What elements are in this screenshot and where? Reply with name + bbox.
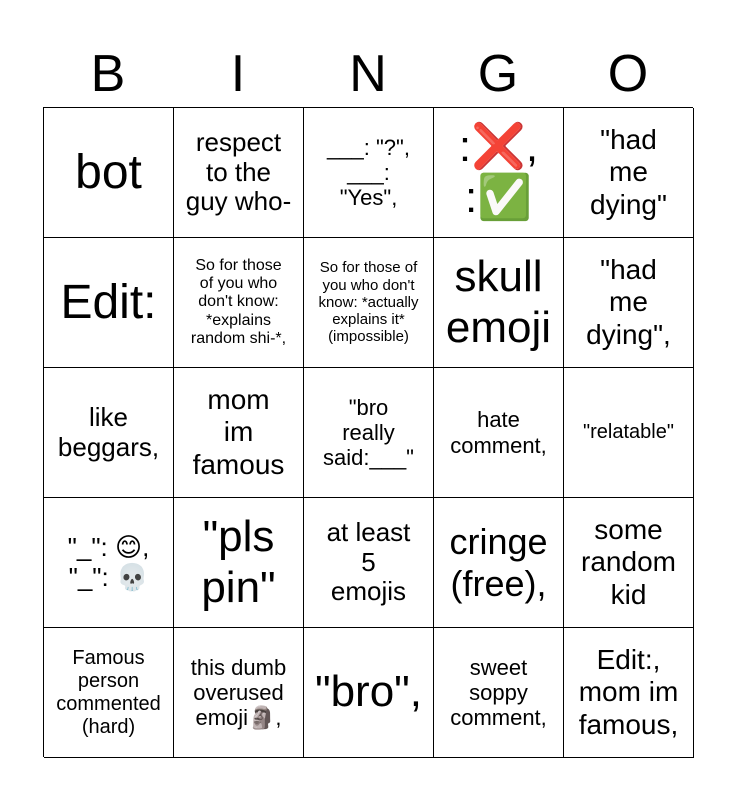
bingo-cell[interactable]: skull emoji: [434, 238, 564, 368]
bingo-cell[interactable]: this dumb overused emoji🗿,: [174, 628, 304, 758]
bingo-cell[interactable]: Edit:, mom im famous,: [564, 628, 694, 758]
bingo-cell[interactable]: ___: "?", ___: "Yes",: [304, 108, 434, 238]
header-letter-g: G: [477, 45, 519, 103]
bingo-cell[interactable]: So for those of you who don't know: *explains random shi-*,: [174, 238, 304, 368]
bingo-cell[interactable]: "had me dying": [564, 108, 694, 238]
header-letter-b: B: [90, 45, 126, 103]
bingo-cell[interactable]: "_": 😊, "_": 💀: [44, 498, 174, 628]
bingo-cell[interactable]: Famous person commented (hard): [44, 628, 174, 758]
bingo-cell[interactable]: "bro",: [304, 628, 434, 758]
bingo-cell[interactable]: mom im famous: [174, 368, 304, 498]
bingo-cell[interactable]: respect to the guy who-: [174, 108, 304, 238]
bingo-cell[interactable]: cringe (free),: [434, 498, 564, 628]
bingo-grid: [43, 107, 693, 757]
bingo-cell[interactable]: Edit:: [44, 238, 174, 368]
bingo-cell[interactable]: :❌, :✅: [434, 108, 564, 238]
bingo-cell[interactable]: some random kid: [564, 498, 694, 628]
bingo-cell[interactable]: So for those of you who don't know: *actually explains it* (impossible): [304, 238, 434, 368]
bingo-cell[interactable]: like beggars,: [44, 368, 174, 498]
bingo-cell[interactable]: at least 5 emojis: [304, 498, 434, 628]
bingo-header: [43, 40, 693, 108]
bingo-cell[interactable]: sweet soppy comment,: [434, 628, 564, 758]
header-letter-o: O: [607, 45, 649, 103]
bingo-cell[interactable]: "had me dying",: [564, 238, 694, 368]
bingo-cell[interactable]: "relatable": [564, 368, 694, 498]
bingo-cell[interactable]: bot: [44, 108, 174, 238]
bingo-cell[interactable]: "pls pin": [174, 498, 304, 628]
header-letter-n: N: [349, 45, 387, 103]
header-letter-i: I: [230, 45, 246, 103]
bingo-cell[interactable]: "bro really said:___": [304, 368, 434, 498]
bingo-cell[interactable]: hate comment,: [434, 368, 564, 498]
